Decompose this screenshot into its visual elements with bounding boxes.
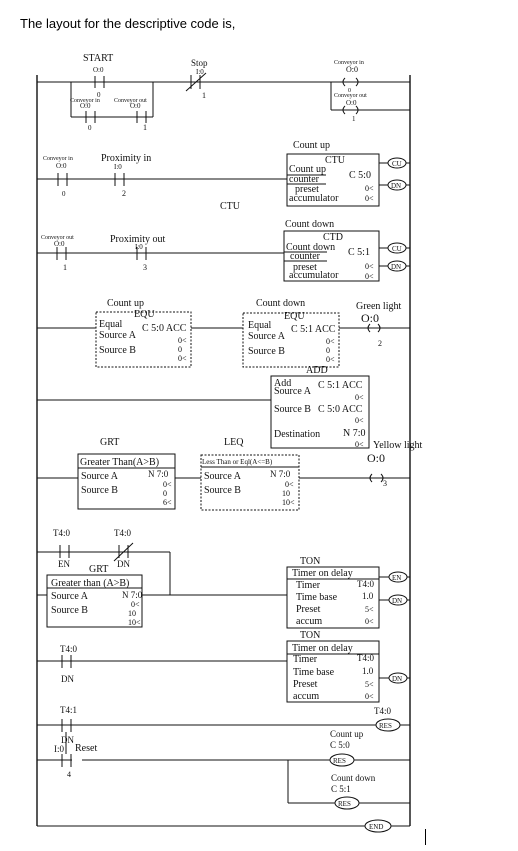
grt1-line-2: Source B — [81, 485, 118, 496]
reset-bit: 4 — [67, 770, 71, 779]
add-destination: N 7:0 — [343, 428, 366, 439]
start-label: START — [83, 53, 114, 64]
ton2-preset: 5< — [365, 680, 374, 689]
equ1-value-1: 0< — [178, 336, 187, 345]
stop-address: I:0 — [196, 68, 204, 76]
branch-conveyor-out-address: O:0 — [130, 102, 141, 110]
proximity-in-contact — [101, 153, 151, 198]
ton1-line-1: Timer — [296, 580, 321, 591]
equ1-line-1: Equal — [99, 319, 123, 330]
conveyor-in-bit: 0 — [62, 190, 66, 198]
rung-8 — [37, 630, 410, 702]
add-line-2: Source A — [274, 386, 311, 397]
equ2-line-2: Source A — [248, 331, 285, 342]
ctd-line-1: Count down — [286, 242, 336, 253]
equ2-acc: C 5:1 ACC — [291, 324, 336, 335]
t4-0-dn2-label: T4:0 — [60, 644, 77, 654]
add-line-4: Destination — [274, 429, 321, 440]
equ1-line-3: Source B — [99, 345, 136, 356]
equ2-title: EQU — [284, 311, 305, 322]
rung-2 — [37, 140, 410, 212]
add-source-b-acc: C 5:0 ACC — [318, 404, 363, 415]
rung-4 — [37, 298, 410, 367]
grt2-caption: GRT — [89, 564, 109, 575]
ton1-title: Timer on delay — [292, 568, 353, 579]
grt2-value-2: 10 — [128, 609, 136, 618]
green-light-coil — [356, 301, 401, 348]
conveyor-in-coil-label: Conveyor in — [334, 60, 364, 66]
equ1-value-2: 0 — [178, 345, 182, 354]
ctd-line-3: preset — [293, 262, 317, 273]
ctu-line-2: counter — [289, 174, 319, 185]
grt1-line-1: Source A — [81, 471, 118, 482]
grt2-n-address: N 7:0 — [122, 590, 143, 600]
add-line-1: Add — [274, 378, 292, 389]
leq-n-address: N 7:0 — [270, 469, 291, 479]
t4-0-en-contact — [53, 528, 70, 569]
green-light-label: Green light — [356, 301, 402, 312]
branch-conveyor-in-label: Conveyor in — [70, 98, 100, 104]
equ2-line-1: Equal — [248, 320, 272, 331]
conveyor-out-label: Conveyor out — [41, 235, 74, 241]
t4-0-dn2-bit: DN — [61, 674, 74, 684]
add-line-3: Source B — [274, 404, 311, 415]
add-destination-value: 0< — [355, 440, 364, 449]
end-text: END — [369, 823, 384, 831]
equ2-caption: Count down — [256, 298, 306, 309]
conveyor-out-coil-label: Conveyor out — [334, 93, 367, 99]
yellow-light-coil — [367, 440, 422, 488]
equ1-value-3: 0< — [178, 354, 187, 363]
ctu-side-label: CTU — [220, 201, 240, 212]
grt1-caption: GRT — [100, 437, 120, 448]
ton2-timer-address: T4:0 — [357, 653, 374, 663]
t4-0-en-label: T4:0 — [53, 528, 70, 538]
proximity-out-label: Proximity out — [110, 234, 166, 245]
ctd-line-4: accumulator — [289, 270, 339, 281]
equ2-line-3: Source B — [248, 346, 285, 357]
start-address: O:0 — [93, 66, 104, 74]
add-source-a-acc: C 5:1 ACC — [318, 380, 363, 391]
ton1-timer-address: T4:0 — [357, 579, 374, 589]
ctd-line-2: counter — [290, 251, 320, 262]
ton2-title: Timer on delay — [292, 643, 353, 654]
ton2-caption: TON — [300, 630, 321, 641]
ton2-line-2: Time base — [293, 667, 335, 678]
branch-conveyor-in-address: O:0 — [80, 102, 91, 110]
ctd-dn-output-label: DN — [391, 263, 402, 271]
stop-label: Stop — [191, 58, 208, 68]
res-c5-1-address: C 5:1 — [331, 784, 351, 794]
ctu-caption: Count up — [293, 140, 330, 151]
t4-0-en-bit: EN — [58, 559, 70, 569]
rung-5 — [37, 365, 369, 449]
add-source-b-value: 0< — [355, 416, 364, 425]
conveyor-in-contact — [43, 156, 73, 198]
conveyor-out-coil — [334, 93, 367, 123]
res-c5-1-text: RES — [338, 800, 351, 808]
t4-1-dn-label: T4:1 — [60, 705, 77, 715]
leq-title: Less Than or Eql(A<=B) — [202, 458, 273, 466]
stop-bit: 1 — [202, 91, 206, 100]
ctu-line-3: preset — [295, 184, 319, 195]
reset-contact — [54, 743, 97, 779]
equ2-value-2: 0 — [326, 346, 330, 355]
yellow-light-bit: 3 — [383, 479, 387, 488]
ton2-dn-output-label: DN — [392, 675, 403, 683]
grt1-value-2: 0 — [163, 489, 167, 498]
page-heading: The layout for the descriptive code is, — [20, 16, 236, 31]
text-cursor — [425, 829, 426, 845]
equ1-title: EQU — [134, 309, 155, 320]
green-light-bit: 2 — [378, 339, 382, 348]
leq-value-2: 10 — [282, 489, 290, 498]
ton2-time-base: 1.0 — [362, 666, 374, 676]
res-t4-0-label: T4:0 — [374, 706, 391, 716]
grt1-n-address: N 7:0 — [148, 469, 169, 479]
res-c5-0-text: RES — [333, 757, 346, 765]
t4-0-dn-bit: DN — [117, 559, 130, 569]
leq-line-2: Source B — [204, 485, 241, 496]
conveyor-in-label: Conveyor in — [43, 156, 73, 162]
ctu-counter-address: C 5:0 — [349, 170, 371, 181]
conveyor-out-coil-bit: 1 — [352, 115, 356, 123]
res-c5-0-caption: Count up — [330, 729, 364, 739]
conveyor-out-coil-address: O:0 — [346, 99, 357, 107]
ctu-cu-output-label: CU — [392, 160, 402, 168]
branch-conveyor-out-contact — [114, 98, 147, 132]
t4-1-dn-bit: DN — [61, 735, 74, 745]
equ1-acc: C 5:0 ACC — [142, 323, 187, 334]
t4-0-dn-contact — [114, 528, 133, 569]
rung-1 — [37, 53, 410, 132]
ton1-en-output-label: EN — [392, 574, 402, 582]
proximity-out-address: I:0 — [135, 243, 143, 251]
leq-caption: LEQ — [224, 437, 244, 448]
reset-label: Reset — [75, 743, 98, 754]
branch-conveyor-in-contact — [70, 98, 100, 132]
ton1-line-3: Preset — [296, 604, 321, 615]
res-c5-1-caption: Count down — [331, 773, 376, 783]
res-t4-0-text: RES — [379, 722, 392, 730]
proximity-in-label: Proximity in — [101, 153, 152, 164]
grt1-value-3: 6< — [163, 498, 172, 507]
ctu-line-1: Count up — [289, 164, 326, 175]
ton1-caption: TON — [300, 556, 321, 567]
ton1-time-base: 1.0 — [362, 591, 374, 601]
conveyor-in-coil-bit: 0 — [348, 88, 351, 94]
rung-3 — [37, 219, 410, 281]
branch-conveyor-in-bit: 0 — [88, 124, 92, 132]
yellow-light-label: Yellow light — [373, 440, 423, 451]
rung-9 — [37, 705, 410, 809]
res-c5-0-address: C 5:0 — [330, 740, 350, 750]
proximity-in-address: I:0 — [114, 163, 122, 171]
ton1-line-2: Time base — [296, 592, 338, 603]
add-title: ADD — [306, 365, 328, 376]
ton2-line-1: Timer — [293, 654, 318, 665]
add-source-a-value: 0< — [355, 393, 364, 402]
ctu-title: CTU — [325, 155, 345, 166]
ton1-line-4: accum — [296, 616, 323, 627]
ton1-preset: 5< — [365, 605, 374, 614]
conveyor-out-bit: 1 — [63, 263, 67, 272]
rung-7 — [37, 528, 410, 628]
ton1-accum: 0< — [365, 617, 374, 626]
t4-0-dn2-contact — [60, 644, 77, 684]
ctd-caption: Count down — [285, 219, 335, 230]
t4-0-dn-label: T4:0 — [114, 528, 131, 538]
conveyor-out-address: O:0 — [54, 240, 65, 248]
leq-value-1: 0< — [285, 480, 294, 489]
ton2-line-3: Preset — [293, 679, 318, 690]
ton2-line-4: accum — [293, 691, 320, 702]
equ1-line-2: Source A — [99, 330, 136, 341]
ctu-accum-value: 0< — [365, 194, 374, 203]
yellow-light-address: O:0 — [367, 451, 385, 465]
branch-conveyor-out-label: Conveyor out — [114, 98, 147, 104]
start-contact — [83, 53, 113, 99]
leq-line-1: Source A — [204, 471, 241, 482]
conveyor-in-coil — [334, 60, 364, 94]
grt1-value-1: 0< — [163, 480, 172, 489]
grt2-line-1: Source A — [51, 591, 88, 602]
green-light-address: O:0 — [361, 311, 379, 325]
proximity-out-bit: 3 — [143, 263, 147, 272]
branch-conveyor-out-bit: 1 — [143, 123, 147, 132]
ctu-preset-value: 0< — [365, 184, 374, 193]
reset-address: I:0 — [54, 744, 64, 754]
ton1-dn-output-label: DN — [392, 597, 403, 605]
start-bit: 0 — [97, 91, 101, 99]
ctd-counter-address: C 5:1 — [348, 247, 370, 258]
conveyor-in-address: O:0 — [56, 162, 67, 170]
grt2-value-1: 0< — [131, 600, 140, 609]
ctd-cu-output-label: CU — [392, 245, 402, 253]
ctd-preset-value: 0< — [365, 262, 374, 271]
ctu-line-4: accumulator — [289, 193, 339, 204]
ton2-accum: 0< — [365, 692, 374, 701]
proximity-in-bit: 2 — [122, 189, 126, 198]
end-rung — [37, 820, 410, 832]
leq-value-3: 10< — [282, 498, 295, 507]
grt2-value-3: 10< — [128, 618, 141, 627]
ctu-dn-output-label: DN — [391, 182, 402, 190]
conveyor-in-coil-address: O:0 — [346, 65, 358, 74]
equ1-caption: Count up — [107, 298, 144, 309]
ctd-title: CTD — [323, 232, 343, 243]
ctd-accum-value: 0< — [365, 272, 374, 281]
equ2-value-3: 0< — [326, 355, 335, 364]
stop-contact — [186, 58, 208, 100]
equ2-value-1: 0< — [326, 337, 335, 346]
grt2-line-2: Source B — [51, 605, 88, 616]
grt2-title: Greater than (A>B) — [51, 578, 130, 589]
grt1-title: Greater Than(A>B) — [80, 457, 160, 468]
